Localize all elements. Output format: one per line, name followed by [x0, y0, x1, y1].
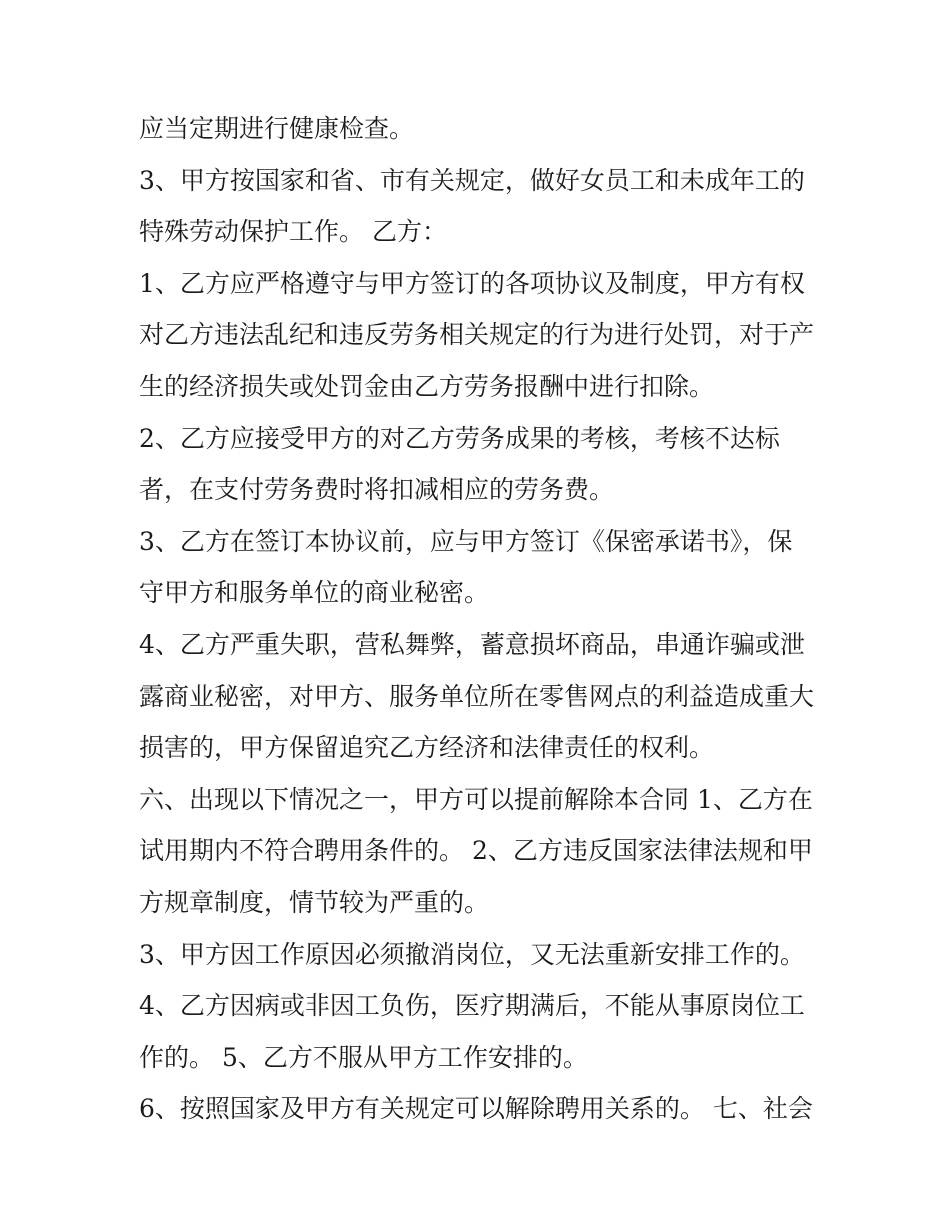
text-line: 3、乙方在签订本协议前，应与甲方签订《保密承诺书》，保 — [139, 526, 793, 556]
text-line: 损害的，甲方保留追究乙方经济和法律责任的权利。 — [139, 733, 715, 763]
text-line: 作的。 5、乙方不服从甲方工作安排的。 — [139, 1042, 588, 1072]
text-line: 露商业秘密，对甲方、服务单位所在零售网点的利益造成重大 — [139, 681, 815, 711]
text-line: 6、按照国家及甲方有关规定可以解除聘用关系的。 七、社会 — [139, 1094, 813, 1124]
text-line: 对乙方违法乱纪和违反劳务相关规定的行为进行处罚，对于产 — [139, 320, 815, 350]
text-line: 3、甲方按国家和省、市有关规定，做好女员工和未成年工的 — [139, 165, 805, 195]
text-line: 4、乙方严重失职，营私舞弊，蓄意损坏商品，串通诈骗或泄 — [139, 629, 805, 659]
text-line: 生的经济损失或处罚金由乙方劳务报酬中进行扣除。 — [139, 371, 715, 401]
text-line: 方规章制度，情节较为严重的。 — [139, 887, 490, 917]
text-line: 3、甲方因工作原因必须撤消岗位，又无法重新安排工作的。 — [139, 939, 805, 969]
text-line: 2、乙方应接受甲方的对乙方劳务成果的考核，考核不达标 — [139, 423, 780, 453]
text-line: 4、乙方因病或非因工负伤，医疗期满后，不能从事原岗位工 — [139, 991, 805, 1021]
text-line: 1、乙方应严格遵守与甲方签订的各项协议及制度，甲方有权 — [139, 268, 805, 298]
text-line: 特殊劳动保护工作。 乙方： — [139, 217, 447, 247]
text-line: 者，在支付劳务费时将扣减相应的劳务费。 — [139, 475, 615, 505]
document-body — [139, 106, 839, 1138]
text-line: 六、出现以下情况之一，甲方可以提前解除本合同 1、乙方在 — [139, 784, 813, 814]
text-line: 守甲方和服务单位的商业秘密。 — [139, 578, 490, 608]
text-line: 试用期内不符合聘用条件的。 2、乙方违反国家法律法规和甲 — [139, 836, 813, 866]
text-line: 应当定期进行健康检查。 — [139, 114, 415, 143]
